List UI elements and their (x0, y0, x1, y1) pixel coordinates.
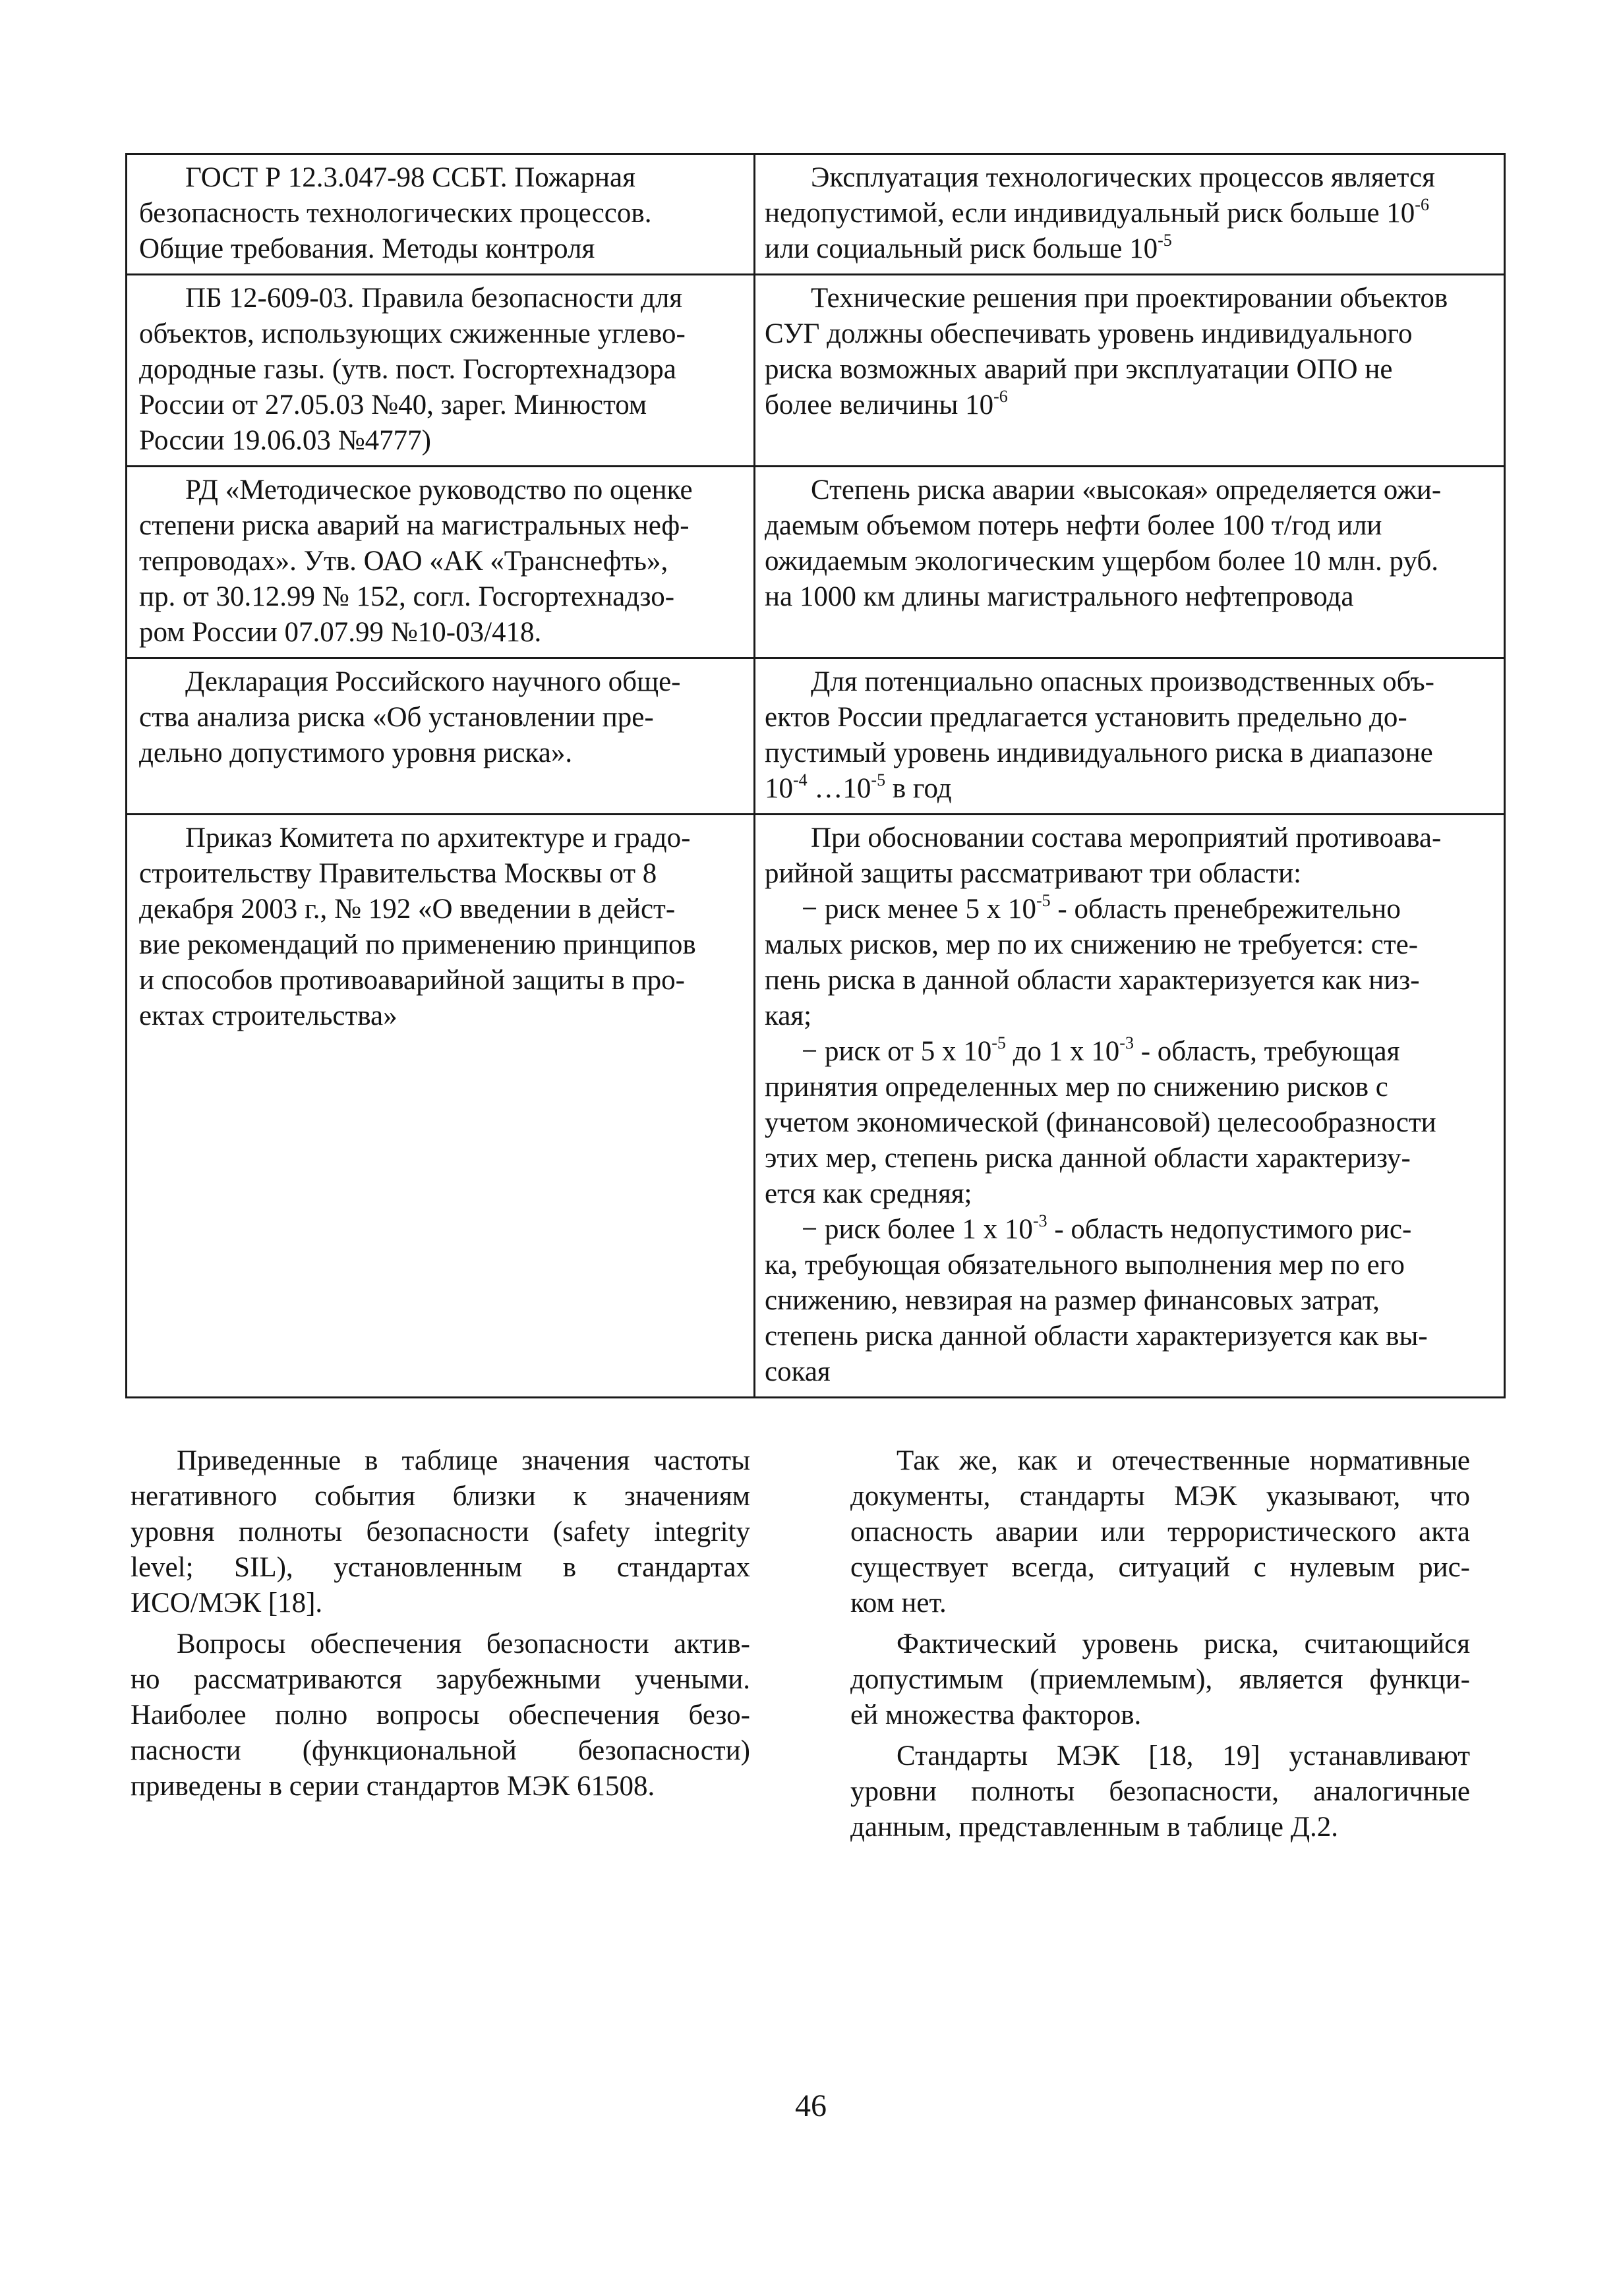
risk-bullet-high: − риск более 1 x $10^{-3}$ - область недопустимого рис- (802, 1211, 1412, 1245)
table-row (127, 658, 1505, 815)
document-title-cell: ПБ 12-609-03. Правила безопасности для объектов, использующих сжиженные углево- дородные газы. (утв. пост. Госгортехнадзора России от 27.05.03 №40, зарег. Минюстом России 19.06.03 №4777) (127, 275, 755, 467)
page-number: 46 (795, 2088, 827, 2123)
risk-bullet-low: − риск менее 5 x $10^{-5}$ - область пренебрежительно (802, 891, 1401, 925)
table-row (127, 154, 1505, 275)
document-title-cell: Приказ Комитета по архитектуре и градо- строительству Правительства Москвы от 8 декабря 2003 г., № 192 «О введении в дейст- вие рекомендаций по применению принципов и способов противоаварийной защиты в про- ектах строительства» (127, 815, 755, 1398)
requirement-cell: Эксплуатация технологических процессов является недопустимой, если индивидуальный риск больше $10^{-6}$ или социальный риск больше $10^{-5}$ (755, 154, 1505, 275)
risk-bullet-medium: − риск от 5 x $10^{-5}$ до 1 x $10^{-3}$ - область, требующая (802, 1033, 1400, 1067)
document-title-cell: ГОСТ Р 12.3.047-98 ССБТ. Пожарная безопасность технологических процессов. Общие требования. Методы контроля (127, 154, 755, 275)
paragraph: Приведенные в таблице значения частоты негативного события близки к значениям уровня полноты безопасности (safety integrity level; SIL), установленным в стандартах ИСО/МЭК [18]. (131, 1445, 750, 1619)
requirement-cell: При обосновании состава мероприятий противоава- рийной защиты рассматривают три области: − риск менее 5 x $10^{-5}$ - область пренебрежительно малых рисков, мер по их снижению не требуется: сте- пень риска в данной области характеризуется как низ- кая; − риск от 5 x $10^{-5}$ до 1 x $10^{-3}$ - область, требующая принятия определенных мер по снижению рисков с учетом экономической (финансовой) целесообразности этих мер, степень риска данной области характеризу- ется как средняя; − риск более 1 x $10^{-3}$ - область недопустимого рис- ка, требующая обязательного выполнения мер по его снижению, невзирая на размер финансовых затрат, степень риска данной области характеризуется как вы- сокая (755, 815, 1505, 1398)
requirement-cell: Для потенциально опасных производственных объ- ектов России предлагается установить предельно до- пустимый уровень индивидуального риска в диапазоне $10^{-4}$ $\dots 10^{-5}$ в год (755, 658, 1505, 815)
paragraph: Фактический уровень риска, считающийся допустимым (приемлемым), является функци- ей множества факторов. (850, 1628, 1470, 1731)
table-row (127, 467, 1505, 658)
requirement-cell: Технические решения при проектировании объектов СУГ должны обеспечивать уровень индивидуального риска возможных аварий при эксплуатации ОПО не более величины $10^{-6}$ (755, 275, 1505, 467)
document-title-cell: РД «Методическое руководство по оценке степени риска аварий на магистральных неф- тепроводах». Утв. ОАО «АК «Транснефть», пр. от 30.12.99 № 152, согл. Госгортехнадзо- ром России 07.07.99 №10-03/418. (127, 467, 755, 658)
right-text-column (850, 1443, 1470, 1851)
left-text-column (131, 1443, 750, 1810)
paragraph: Стандарты МЭК [18, 19] устанавливают уровни полноты безопасности, аналогичные данным, представленным в таблице Д.2. (850, 1740, 1470, 1843)
requirement-cell: Степень риска аварии «высокая» определяется ожи- даемым объемом потерь нефти более 100 т/год или ожидаемым экологическим ущербом более 10 млн. руб. на 1000 км длины магистрального нефтепровода (755, 467, 1505, 658)
paragraph: Вопросы обеспечения безопасности актив- но рассматриваются зарубежными учеными. Наиболее полно вопросы обеспечения безо- пасности (функциональной безопасности) приведены в серии стандартов МЭК 61508. (131, 1628, 750, 1802)
paragraph: Так же, как и отечественные нормативные документы, стандарты МЭК указывают, что опасность аварии или террористического акта существует всегда, ситуаций с нулевым рис- ком нет. (850, 1445, 1470, 1619)
table-row (127, 815, 1505, 1398)
document-title-cell: Декларация Российского научного обще- ства анализа риска «Об установлении пре- дельно допустимого уровня риска». (127, 658, 755, 815)
regulations-table (125, 153, 1506, 1398)
table-row (127, 275, 1505, 467)
